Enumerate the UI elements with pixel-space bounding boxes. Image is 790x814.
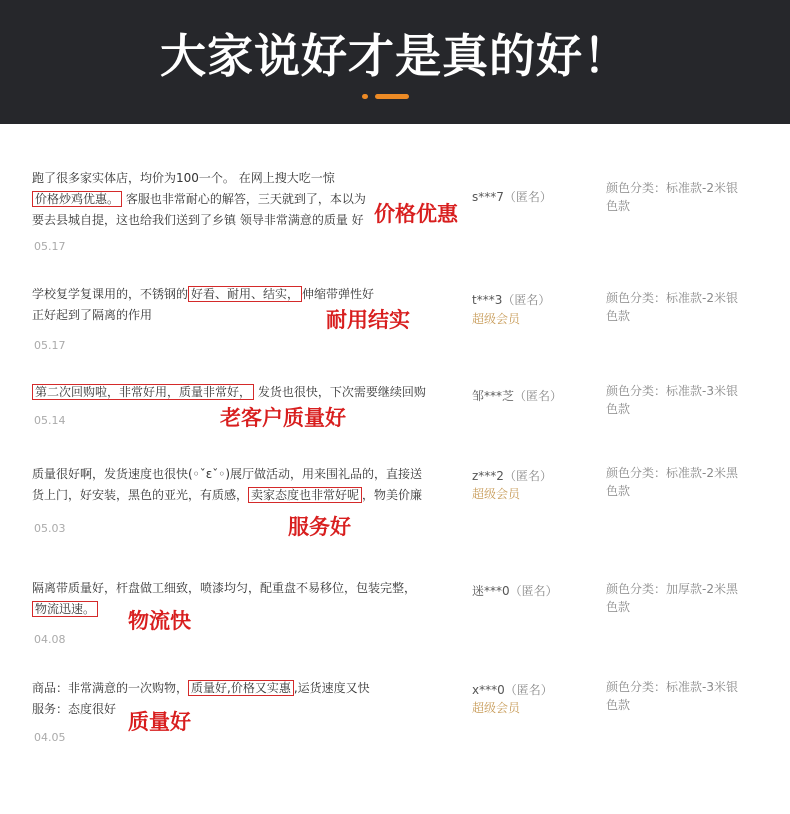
highlighted-phrase: 质量好,价格又实惠 bbox=[188, 680, 294, 696]
review-text-segment: 货上门，好安装，黑色的亚光，有质感， bbox=[32, 488, 249, 502]
sku-info: 颜色分类：标准款-2米银色款 bbox=[606, 291, 738, 323]
vip-badge: 超级会员 bbox=[472, 312, 521, 326]
highlighted-phrase: 卖家态度也非常好呢 bbox=[248, 487, 362, 503]
review-date: 04.08 bbox=[34, 633, 66, 646]
anonymous-tag: （匿名） bbox=[503, 469, 552, 483]
anonymous-tag: （匿名） bbox=[514, 389, 563, 403]
review-text-line bbox=[32, 284, 432, 305]
sku-info: 颜色分类：标准款-2米银色款 bbox=[606, 181, 738, 213]
reviewer-id: z***2 bbox=[472, 469, 504, 483]
decorative-dot bbox=[362, 94, 368, 99]
anonymous-tag: （匿名） bbox=[502, 293, 551, 307]
review-text-segment: 质量很好啊，发货速度也很快(◦ˇεˇ◦)展厅做活动，用来围礼品的，直接送 bbox=[32, 467, 423, 481]
review-text-segment: 正好起到了隔离的作用 bbox=[32, 308, 153, 322]
review-text-segment: 隔离带质量好，杆盘做工细致，喷漆均匀，配重盘不易移位，包装完整， bbox=[32, 581, 417, 595]
header-banner bbox=[0, 0, 790, 124]
sku-info: 颜色分类：加厚款-2米黑色款 bbox=[606, 582, 738, 614]
review-text-segment: 伸缩带弹性好 bbox=[302, 287, 375, 301]
annotation-label: 服务好 bbox=[288, 515, 351, 539]
review-text-line bbox=[32, 382, 432, 403]
review-text-segment: 服务：态度很好 bbox=[32, 702, 117, 716]
review-text-line bbox=[32, 578, 432, 599]
annotation-label: 物流快 bbox=[128, 609, 191, 633]
review-date: 05.17 bbox=[34, 240, 66, 253]
highlighted-phrase: 好看、耐用、结实， bbox=[188, 286, 302, 302]
reviewer-id: 邹***芝 bbox=[472, 389, 515, 403]
review-text-segment: 跑了很多家实体店，均价为100一个。 在网上搜大吃一惊 bbox=[32, 171, 335, 185]
review-date: 05.14 bbox=[34, 414, 66, 427]
reviewer-name bbox=[472, 582, 558, 599]
sku-info: 颜色分类：标准款-3米银色款 bbox=[606, 384, 738, 416]
reviewer-id: t***3 bbox=[472, 293, 503, 307]
review-text-line bbox=[32, 189, 432, 210]
reviewer-id: 迷***0 bbox=[472, 584, 510, 598]
review-text-line bbox=[32, 599, 432, 620]
decorative-bar bbox=[375, 94, 409, 99]
reviewer-id: s***7 bbox=[472, 190, 504, 204]
review-text-line bbox=[32, 464, 432, 485]
review-text bbox=[32, 678, 432, 720]
highlighted-phrase: 物流迅速。 bbox=[32, 601, 98, 617]
highlighted-phrase: 价格炒鸡优惠。 bbox=[32, 191, 122, 207]
review-text-line bbox=[32, 699, 432, 720]
reviewer-name bbox=[472, 387, 562, 404]
review-date: 04.05 bbox=[34, 731, 66, 744]
review-date: 05.03 bbox=[34, 522, 66, 535]
reviewer-name bbox=[472, 681, 553, 698]
review-text-segment: 发货也很快，下次需要继续回购 bbox=[254, 385, 426, 399]
review-text-line bbox=[32, 210, 432, 231]
annotation-label: 价格优惠 bbox=[374, 202, 458, 226]
highlighted-phrase: 第二次回购啦，非常好用，质量非常好， bbox=[32, 384, 254, 400]
review-text-segment: ，物美价廉 bbox=[362, 488, 423, 502]
sku-info: 颜色分类：标准款-3米银色款 bbox=[606, 680, 738, 712]
review-text-segment: ,运货速度又快 bbox=[293, 681, 370, 695]
review-text bbox=[32, 168, 432, 231]
anonymous-tag: （匿名） bbox=[503, 190, 552, 204]
page-title: 大家说好才是真的好！ bbox=[160, 29, 630, 83]
annotation-label: 老客户质量好 bbox=[220, 406, 346, 430]
vip-badge: 超级会员 bbox=[472, 701, 521, 715]
anonymous-tag: （匿名） bbox=[504, 683, 553, 697]
review-text bbox=[32, 464, 432, 506]
review-text-segment: 要去县城自提，这也给我们送到了乡镇 领导非常满意的质量 好 bbox=[32, 213, 364, 227]
review-text-segment: 学校复学复课用的，不锈钢的 bbox=[32, 287, 189, 301]
review-text-line bbox=[32, 168, 432, 189]
vip-badge: 超级会员 bbox=[472, 487, 521, 501]
reviewer-name bbox=[472, 467, 552, 484]
reviewer-id: x***0 bbox=[472, 683, 505, 697]
anonymous-tag: （匿名） bbox=[509, 584, 558, 598]
review-text-line bbox=[32, 678, 432, 699]
annotation-label: 质量好 bbox=[128, 710, 191, 734]
review-text-line bbox=[32, 485, 432, 506]
reviewer-name bbox=[472, 291, 550, 308]
annotation-label: 耐用结实 bbox=[326, 308, 410, 332]
reviewer-name bbox=[472, 188, 552, 205]
review-text bbox=[32, 578, 432, 620]
review-text-segment: 客服也非常耐心的解答，三天就到了，本以为 bbox=[122, 192, 366, 206]
review-date: 05.17 bbox=[34, 339, 66, 352]
review-text-segment: 商品：非常满意的一次购物， bbox=[32, 681, 189, 695]
review-list bbox=[0, 124, 790, 814]
sku-info: 颜色分类：标准款-2米黑色款 bbox=[606, 466, 738, 498]
review-text bbox=[32, 382, 432, 403]
